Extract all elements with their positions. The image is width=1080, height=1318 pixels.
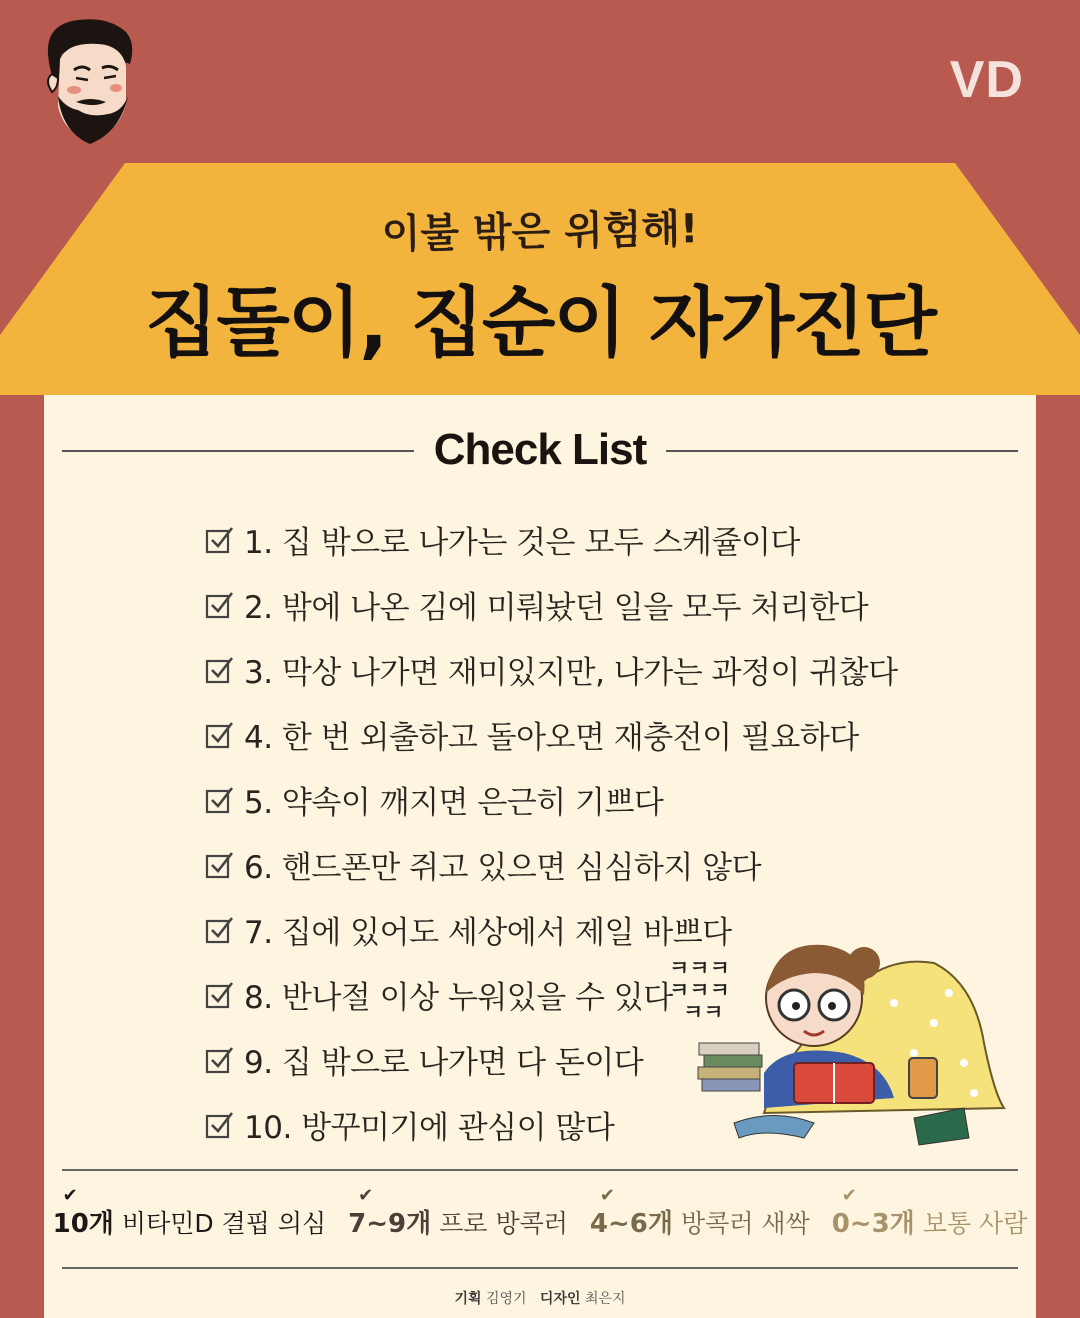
checklist-item	[204, 702, 898, 767]
legend-label: 프로 방콕러	[439, 1209, 568, 1238]
checklist-heading-row	[44, 425, 1036, 475]
checklist-item-text: 5. 약속이 깨지면 은근히 기쁘다	[244, 785, 664, 821]
checked-box-icon	[204, 980, 234, 1010]
legend-item	[52, 1185, 327, 1240]
bearded-man-avatar	[38, 14, 138, 154]
checklist-item-text: 9. 집 밖으로 나가면 다 돈이다	[244, 1045, 644, 1081]
checklist-item-text: 3. 막상 나가면 재미있지만, 나가는 과정이 귀찮다	[244, 655, 898, 691]
checklist-item-text: 6. 핸드폰만 쥐고 있으면 심심하지 않다	[244, 850, 762, 886]
credit-plan-label: 기획	[454, 1291, 482, 1307]
checklist-heading: Check List	[433, 425, 647, 474]
checked-box-icon	[204, 525, 234, 555]
laugh-text	[669, 957, 730, 1023]
legend-count: ✔ 10개	[52, 1185, 114, 1239]
score-legend	[44, 1185, 1036, 1240]
page-title: 집돌이, 집순이 자가진단	[145, 278, 935, 367]
checklist-item-text: 10. 방꾸미기에 관심이 많다	[244, 1110, 615, 1146]
heading-rule-left	[62, 450, 414, 452]
checklist-item-text: 4. 한 번 외출하고 돌아오면 재충전이 필요하다	[244, 720, 859, 756]
checklist-item	[204, 832, 898, 897]
legend-count: ✔ 4~6개	[589, 1185, 674, 1239]
credit-plan-name: 김영기	[485, 1291, 527, 1307]
legend-divider-bottom	[62, 1267, 1018, 1269]
checklist-item-text: 1. 집 밖으로 나가는 것은 모두 스케쥴이다	[244, 525, 800, 561]
checked-box-icon	[204, 1045, 234, 1075]
checked-box-icon	[204, 720, 234, 750]
legend-item	[831, 1185, 1028, 1240]
check-mark-icon: ✔	[841, 1185, 857, 1206]
checked-box-icon	[204, 1110, 234, 1140]
legend-item	[589, 1185, 810, 1240]
checklist-item	[204, 507, 898, 572]
legend-count: ✔ 0~3개	[831, 1185, 915, 1239]
legend-divider-top	[62, 1169, 1018, 1171]
checked-box-icon	[204, 590, 234, 620]
legend-item	[348, 1185, 568, 1240]
checklist-panel	[44, 395, 1036, 1318]
laugh-line: ㅋㅋㅋ	[669, 956, 730, 980]
checklist-item-text: 2. 밖에 나온 김에 미뤄놨던 일을 모두 처리한다	[244, 590, 869, 626]
checked-box-icon	[204, 655, 234, 685]
checked-box-icon	[204, 915, 234, 945]
page-subtitle: 이불 밖은 위험해!	[381, 206, 699, 258]
laugh-line: ㅋㅋㅋ	[669, 978, 730, 1002]
check-mark-icon: ✔	[358, 1185, 374, 1206]
legend-label: 보통 사람	[922, 1209, 1028, 1238]
checklist-item	[204, 767, 898, 832]
laugh-line: ㅋㅋ	[683, 1000, 724, 1024]
check-mark-icon: ✔	[599, 1185, 616, 1206]
brand-logo: VD	[949, 51, 1024, 109]
checked-box-icon	[204, 850, 234, 880]
legend-count: ✔ 7~9개	[348, 1185, 432, 1239]
checklist-item-text: 7. 집에 있어도 세상에서 제일 바쁘다	[244, 915, 732, 951]
check-mark-icon: ✔	[62, 1185, 78, 1206]
checked-box-icon	[204, 785, 234, 815]
checklist-item	[204, 572, 898, 637]
checklist-item	[204, 637, 898, 702]
credits	[44, 1288, 1036, 1308]
legend-label: 방콕러 새싹	[681, 1209, 810, 1238]
credit-design-name: 최은지	[584, 1291, 626, 1307]
heading-rule-right	[666, 450, 1018, 452]
credit-design-label: 디자인	[539, 1291, 581, 1307]
checklist-item-text: 8. 반나절 이상 누워있을 수 있다	[244, 980, 673, 1016]
legend-label: 비타민D 결핍 의심	[121, 1209, 327, 1238]
